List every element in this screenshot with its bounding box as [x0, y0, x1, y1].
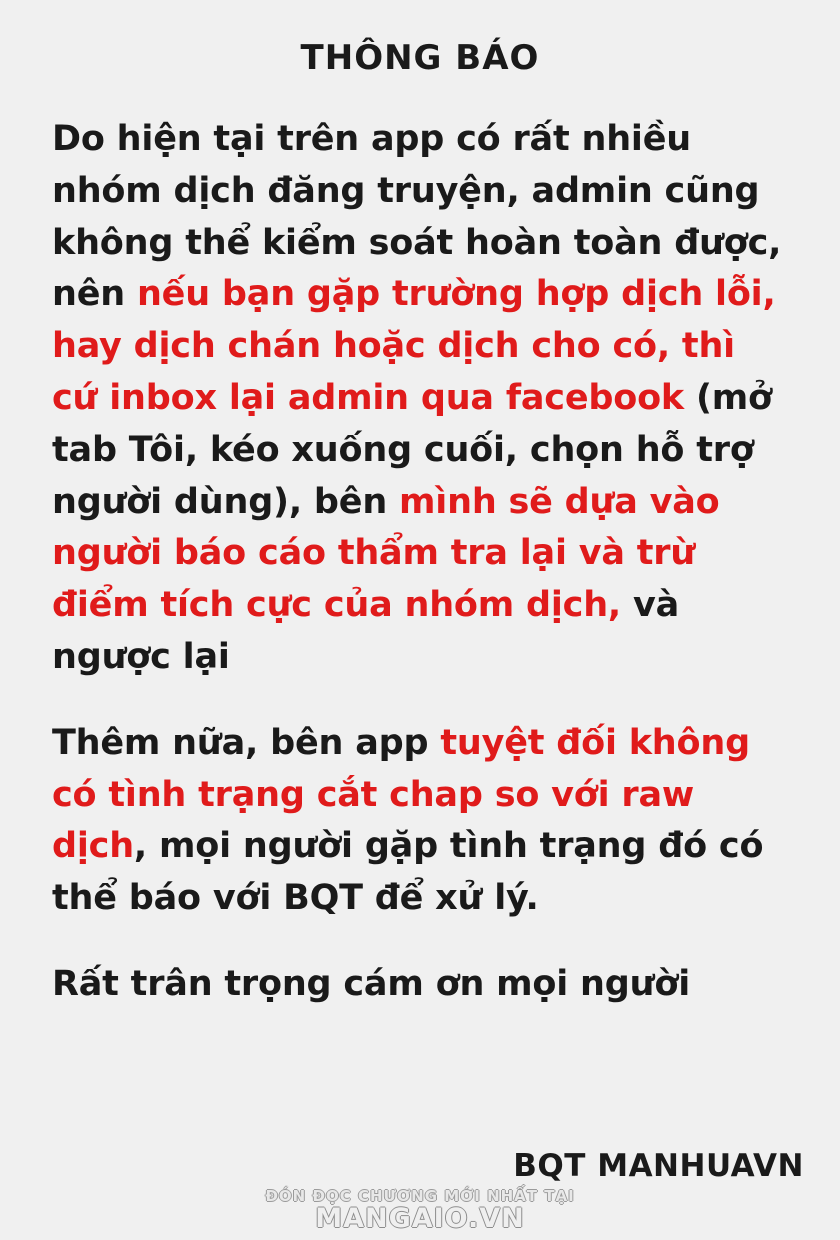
paragraph-1-run-3: (mở tab Tôi, kéo xuống cuối, chọn hỗ trợ người dùng), bên	[52, 377, 772, 522]
paragraph-3-run-1: Rất trân trọng cám ơn mọi người	[52, 963, 690, 1004]
paragraph-3	[52, 959, 792, 1011]
paragraph-1-run-2: nếu bạn gặp trường hợp dịch lỗi, hay dịch chán hoặc dịch cho có, thì cứ inbox lại admin qua facebook	[52, 274, 776, 418]
paragraph-2-run-1: Thêm nữa, bên app	[52, 722, 441, 763]
paragraph-2-run-3: , mọi người gặp tình trạng đó có thể báo với BQT để xử lý.	[52, 826, 764, 919]
paragraph-1	[52, 114, 792, 684]
announcement-body	[0, 78, 840, 1011]
paragraph-1-run-4: mình sẽ dựa vào người báo cáo thẩm tra lại và trừ điểm tích cực của nhóm dịch,	[52, 481, 720, 626]
paragraph-1-run-1: Do hiện tại trên app có rất nhiều nhóm dịch đăng truyện, admin cũng không thể kiểm soát hoàn toàn được, nên	[52, 119, 782, 315]
watermark-line-1: ĐÓN ĐỌC CHƯƠNG MỚI NHẤT TẠI	[265, 1187, 575, 1205]
watermark	[0, 1187, 840, 1234]
signature: BQT MANHUAVN	[513, 1148, 804, 1184]
paragraph-1-run-5: và ngược lại	[52, 585, 680, 677]
paragraph-2-run-2: tuyệt đối không có tình trạng cắt chap so với raw dịch	[52, 722, 750, 867]
paragraph-2	[52, 718, 792, 925]
watermark-line-2: MANGAIO.VN	[315, 1203, 525, 1234]
page-title: THÔNG BÁO	[300, 38, 540, 78]
